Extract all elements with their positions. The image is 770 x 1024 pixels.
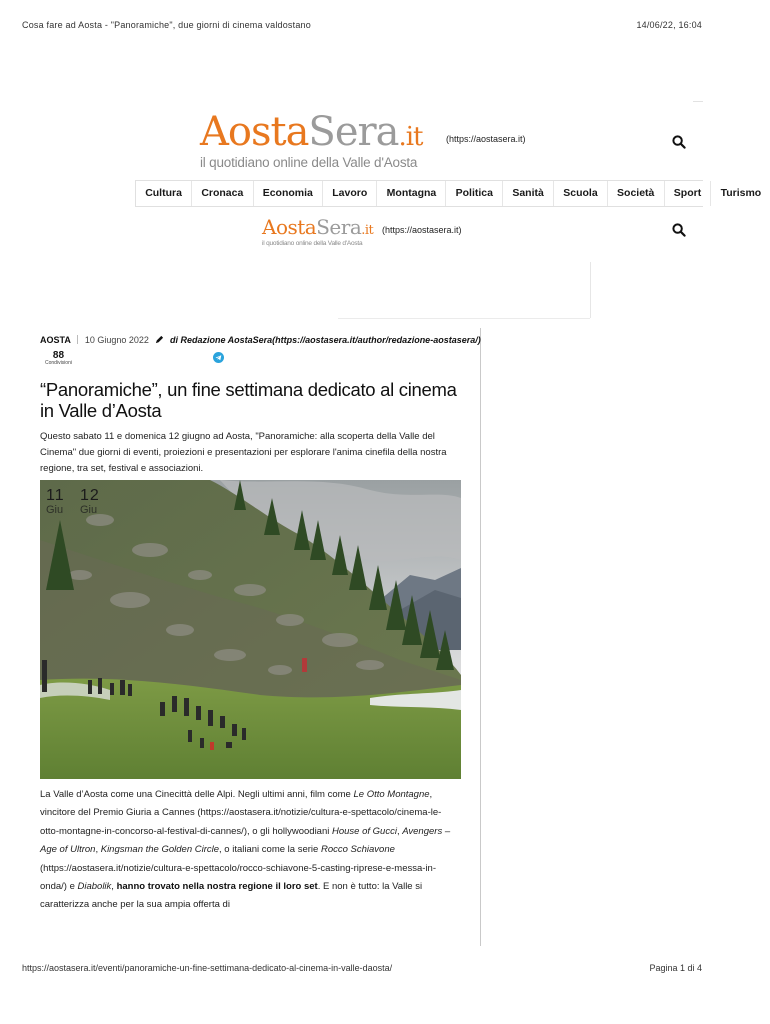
nav-item-cultura[interactable]: Cultura [135, 181, 191, 206]
share-count-value: 88 [52, 350, 65, 361]
telegram-share-icon[interactable] [213, 352, 224, 363]
nav-item-montagna[interactable]: Montagna [376, 181, 445, 206]
article-lead: Questo sabato 11 e domenica 12 giugno ad Aosta, "Panoramiche: alla scoperta della Valle del Cinema" due giorni di eventi, proiezioni e presentazioni per esplorare l'anima cinefila della nostra regione, tra set, festival e associazioni. [40, 431, 447, 474]
print-footer-url: https://aostasera.it/eventi/panoramiche-un-fine-settimana-dedicato-al-cinema-in-valle-daosta/ [22, 963, 393, 973]
nav-item-societa[interactable]: Società [607, 181, 664, 206]
film-title: Kingsman the Golden Circle [100, 844, 220, 856]
article-body [40, 786, 460, 915]
event-day-1: 11 [46, 487, 65, 504]
event-day-2: 12 [80, 487, 100, 504]
nav-item-economia[interactable]: Economia [253, 181, 323, 206]
film-title: House of Gucci [332, 825, 397, 837]
body-text: . E non è tutto: la Valle si caratterizza anche per la sua ampia offerta di [40, 881, 423, 911]
nav-item-politica[interactable]: Politica [445, 181, 502, 206]
article-meta [40, 335, 481, 345]
logo-it: .it [398, 122, 423, 152]
nav-item-scuola[interactable]: Scuola [553, 181, 607, 206]
article-date: 10 Giugno 2022 [84, 335, 149, 345]
logo-aosta: Aosta [200, 109, 309, 155]
body-text: (https://aostasera.it/notizie/cultura-e-spettacolo/rocco-schiavone-5-casting-riprese-e-messa-in-onda/) e [40, 862, 436, 893]
event-month-2: Giu [80, 504, 98, 516]
share-count-label: Condivisioni [45, 360, 72, 366]
site-logo[interactable] [200, 109, 440, 170]
divider [590, 262, 591, 318]
logo-it-small: .it [361, 223, 374, 238]
logo-sera-small: Sera [316, 215, 362, 239]
body-text: , vincitore del Premio Giuria a Cannes (https://aostasera.it/notizie/cultura-e-spettacolo/cinema-le-otto-montagne-in-concorso-al-festival-di-cannes/), o gli hollywoodiani [40, 789, 442, 837]
article-title: “Panoramiche”, un fine settimana dedicato al cinema in Valle d’Aosta [40, 379, 457, 421]
nav-item-lavoro[interactable]: Lavoro [322, 181, 376, 206]
column-divider [480, 328, 481, 946]
search-icon[interactable] [672, 223, 686, 237]
nav-item-sport[interactable]: Sport [664, 181, 711, 206]
logo-tagline: il quotidiano online della Valle d'Aosta [200, 155, 418, 170]
print-header-title: Cosa fare ad Aosta - "Panoramiche", due giorni di cinema valdostano [22, 20, 311, 30]
body-text: , o italiani come la serie [219, 844, 321, 856]
film-title: Diabolik [77, 881, 112, 893]
film-title: Avengers – Age of Ultron [40, 825, 451, 856]
nav-item-cronaca[interactable]: Cronaca [191, 181, 252, 206]
pencil-icon [155, 335, 164, 344]
event-date-2 [80, 488, 100, 516]
nav-item-sanita[interactable]: Sanità [502, 181, 553, 206]
event-date-1 [46, 488, 65, 516]
nav-item-turismo[interactable]: Turismo [710, 181, 770, 206]
body-text: , [95, 844, 101, 856]
logo-aosta-small: Aosta [262, 215, 317, 239]
divider [693, 101, 703, 102]
logo-sera: Sera [308, 109, 399, 155]
main-nav [135, 180, 762, 207]
film-title: Le Otto Montagne [353, 789, 430, 800]
site-logo-small[interactable] [262, 217, 382, 247]
search-icon[interactable] [672, 135, 686, 149]
body-text: , [111, 881, 117, 893]
print-header-datetime: 14/06/22, 16:04 [636, 20, 702, 30]
divider [338, 318, 590, 319]
body-text: La Valle d’Aosta come una Cinecittà delle Alpi. Negli ultimi anni, film come [40, 789, 354, 800]
event-month-1: Giu [46, 504, 64, 516]
logo-url-link-small[interactable]: (https://aostasera.it) [382, 225, 462, 235]
article-category[interactable]: AOSTA [40, 335, 71, 345]
body-bold-text: hanno trovato nella nostra regione il loro set [116, 881, 318, 893]
logo-tagline-small: il quotidiano online della Valle d'Aosta [262, 240, 363, 247]
article-hero-image [40, 480, 461, 779]
share-count [45, 350, 72, 366]
film-title: Rocco Schiavone [320, 844, 395, 856]
print-footer-page: Pagina 1 di 4 [649, 963, 702, 973]
body-text: , [396, 825, 403, 837]
article-author[interactable]: di Redazione AostaSera(https://aostasera.it/author/redazione-aostasera/) [169, 335, 481, 345]
logo-url-link[interactable]: (https://aostasera.it) [446, 134, 526, 144]
divider [77, 335, 78, 344]
mountain-scene-image [40, 480, 461, 779]
